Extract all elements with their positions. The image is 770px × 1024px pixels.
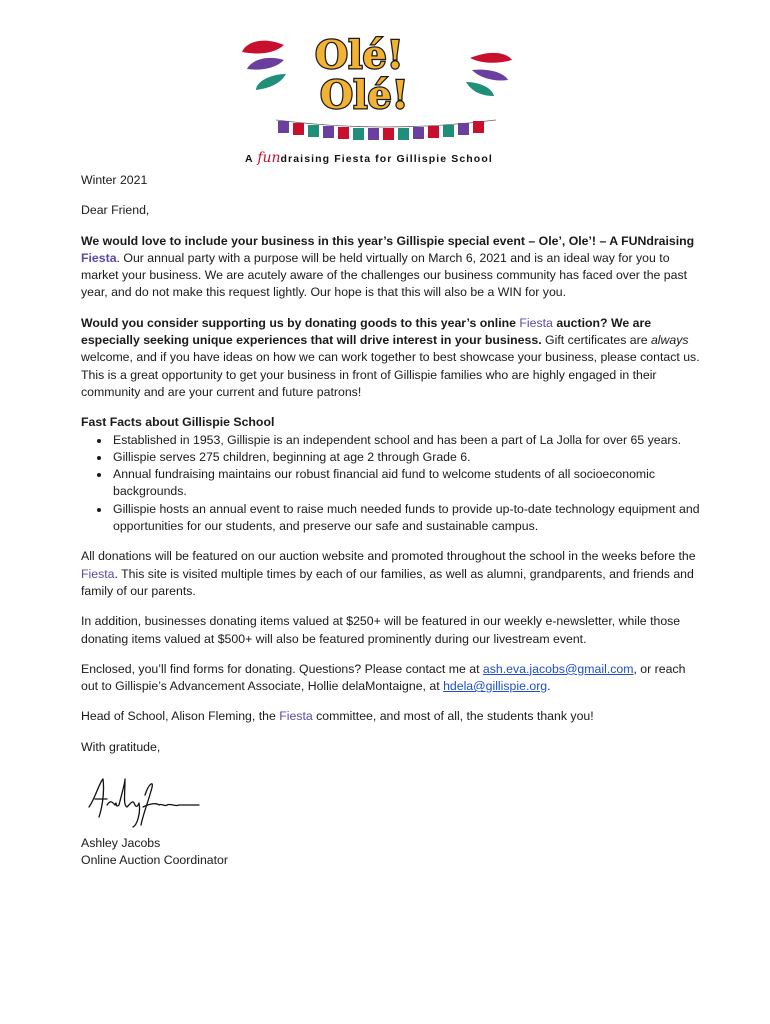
letter-body <box>81 172 701 870</box>
tagline-rest: draising Fiesta for Gillispie School <box>280 153 493 165</box>
donations-text-b: . This site is visited multiple times by each of our families, as well as alumni, grandparents, and friends and family of our parents. <box>81 566 694 598</box>
facts-list <box>81 432 701 536</box>
teal-petal-right-icon <box>466 82 494 96</box>
logo-line-1: Olé! <box>315 32 404 77</box>
invitation-bold: We would love to include your business in this year’s Gillispie special event – Ole’, Ole’! – A FUNdraising <box>81 233 695 248</box>
logo-line-2: Olé! <box>320 72 409 117</box>
letter-date: Winter 2021 <box>81 173 148 187</box>
tagline <box>245 150 493 166</box>
contact-text-a: Enclosed, you’ll find forms for donating. Questions? Please contact me at <box>81 661 483 676</box>
thanks-text-a: Head of School, Alison Fleming, the <box>81 709 280 724</box>
donations-text-a: All donations will be featured on our auction website and promoted throughout the school in the weeks before the <box>81 549 696 564</box>
letter-greeting: Dear Friend, <box>81 203 150 218</box>
email-link-ashley[interactable]: ash.eva.jacobs@gmail.com <box>482 661 634 676</box>
ole-ole-logo <box>240 30 530 145</box>
email-link-hollie[interactable]: hdela@gillispie.org <box>443 679 548 694</box>
paragraph-contact <box>81 661 701 696</box>
signer-title: Online Auction Coordinator <box>81 853 228 868</box>
signer-name: Ashley Jacobs <box>81 836 161 851</box>
paragraph-request <box>81 315 701 401</box>
purple-petal-left-icon <box>247 58 284 70</box>
request-bold-b: auction? We are especially seeking unique experiences that will drive interest in your business. <box>81 315 652 348</box>
request-text-b: welcome, and if you have ideas on how we can work together to best showcase your business, please contact us. This is a great opportunity to get your business in front of Gillispie families who are highly engaged in their community and are your current and future patrons! <box>81 350 700 399</box>
request-bold-a: Would you consider supporting us by donating goods to this year’s online <box>81 315 516 330</box>
request-text-a: Gift certificates are <box>541 333 651 348</box>
fast-facts-section <box>81 414 701 535</box>
contact-text-b: , or reach out to Gillispie’s Advancement Associate, Hollie delaMontaigne, at <box>81 661 686 694</box>
always-word: always <box>650 333 689 348</box>
closing: With gratitude, <box>81 739 161 754</box>
red-petal-right-icon <box>470 53 512 63</box>
list-item: • Gillispie serves 275 children, beginning at age 2 through Grade 6. <box>111 449 701 466</box>
paragraph-thanks <box>81 708 701 725</box>
paragraph-donations <box>81 548 701 600</box>
fiesta-word: Fiesta <box>279 709 313 724</box>
contact-text-c: . <box>547 679 551 694</box>
letterhead <box>0 0 770 175</box>
paragraph-newsletter: In addition, businesses donating items valued at $250+ will be featured in our weekly e-newsletter, while those donating items valued at $500+ will also be featured prominently during our livestream event. <box>81 614 681 646</box>
tagline-fun: fun <box>257 150 281 166</box>
facts-heading: Fast Facts about Gillispie School <box>81 415 275 430</box>
list-item: • Gillispie hosts an annual event to raise much needed funds to provide up-to-date technology equipment and opportunities for our students, and preserve our safe and sustainable campus. <box>111 501 701 536</box>
fiesta-word: Fiesta <box>81 250 117 265</box>
list-item: • Established in 1953, Gillispie is an independent school and has been a part of La Jolla for over 65 years. <box>111 432 701 449</box>
red-petal-left-icon <box>242 41 284 54</box>
thanks-text-b: committee, and most of all, the students thank you! <box>312 709 594 724</box>
fiesta-word: Fiesta <box>519 315 553 330</box>
fiesta-word: Fiesta <box>81 566 115 581</box>
tagline-prefix: A <box>245 153 254 165</box>
list-item: • Annual fundraising maintains our robust financial aid fund to welcome students of all socioeconomic backgrounds. <box>111 466 701 501</box>
paragraph-invitation <box>81 233 701 302</box>
purple-petal-right-icon <box>472 70 508 81</box>
teal-petal-left-icon <box>256 74 286 90</box>
invitation-text: . Our annual party with a purpose will be held virtually on March 6, 2021 and is an ideal way for you to market your business. We are acutely aware of the challenges our business community has faced over the past year, and do not make this request lightly. Our hope is that this will also be a WIN for you. <box>81 250 688 300</box>
handwritten-signature <box>85 769 205 831</box>
